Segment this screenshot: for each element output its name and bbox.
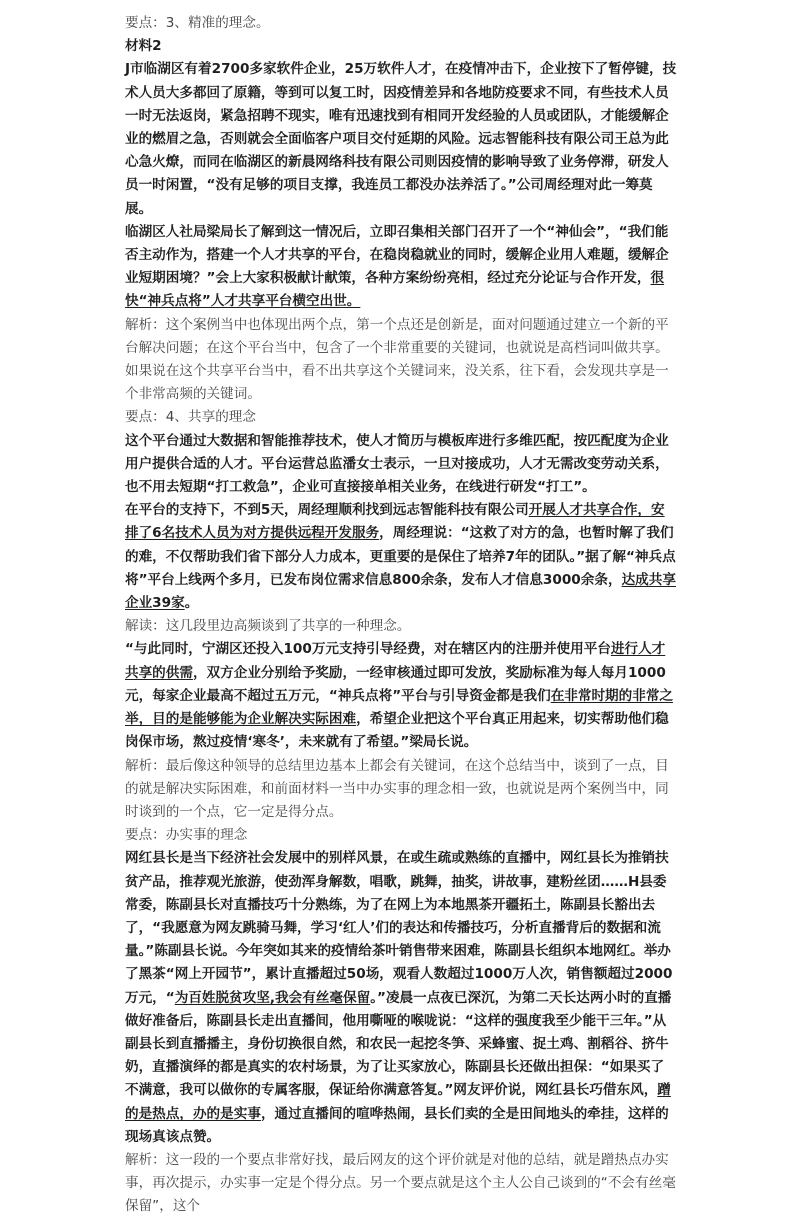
analysis-paragraph-1: 解析：这个案例当中也体现出两个点，第一个点还是创新是，面对问题通过建立一个新的平台解决问题；在这个平台当中，包含了一个非常重要的关键词，也就说是高档词叫做共享。如果说在这个共享平台当中，看不出共享这个关键词来，没关系，往下看，会发现共享是一个非常高频的关键词。 <box>125 316 669 403</box>
underlined-text: 为百姓脱贫攻坚,我会有丝毫保留 <box>174 989 371 1006</box>
material-text: 网红县长是当下经济社会发展中的别样风景，在或生疏或熟练的直播中，网红县长为推销扶贫产品，推荐观光旅游，使劲浑身解数，唱歌，跳舞，抽奖，讲故事，建粉丝团……H县委常委，陈副县长对直播技巧十分熟练，为了在网上为本地黑茶开疆拓土，陈副县长豁出去了，“我愿意为网友跳骑马舞，学习‘红人’们的表达和传播技巧，分析直播背后的数据和流量。”陈副县长说。今年突如其来的疫情给茶叶销售带来困难，陈副县长组织本地网红。举办了黑茶“网上开园节”，累计直播超过50场，观看人数超过1000万人次，销售额超过2000万元，“ <box>125 850 673 1006</box>
underlined-text: 达成共享企业39家 <box>125 571 676 612</box>
material-paragraph-3: 这个平台通过大数据和智能推荐技术，使人才简历与模板库进行多维匹配，按匹配度为企业用户提供合适的人才。平台运营总监潘女士表示，一旦对接成功，人才无需改变劳动关系，也不用去短期“打工救急”，企业可直接接单相关业务，在线进行研发“打工”。 <box>125 432 669 496</box>
analysis-paragraph-2: 解析：最后像这种领导的总结里边基本上都会有关键词，在这个总结当中，谈到了一点，目的就是解决实际困难，和前面材料一当中办实事的理念相一致，也就说是两个案例当中，同时谈到的一个点，它一定是得分点。 <box>125 757 669 820</box>
material-paragraph-5 <box>125 638 677 754</box>
interpretation-paragraph: 解读：这几段里边高频谈到了共享的一种理念。 <box>125 618 411 635</box>
material-text: 。”凌晨一点夜已深沉，为第二天长达两小时的直播做好准备后，陈副县长走出直播间，他用嘶哑的喉咙说：“这样的强度我至少能干三年。”从副县长到直播播主，身份切换很自然，和农民一起挖冬笋、采蜂蜜、捉土鸡、割稻谷、挤牛奶，直播演绎的都是真实的农村场景，为了让买家放心，陈副县长还做出担保：“如果买了不满意，我可以做你的专属客服，保证给你满意答复。”网友评价说，网红县长巧借东风， <box>125 989 672 1099</box>
material-2-heading: 材料2 <box>125 38 162 55</box>
underlined-text: 很快“神兵点将”人才共享平台横空出世。 <box>125 270 665 310</box>
underlined-text: 进行人才共享的供需 <box>125 641 666 681</box>
material-text: ，通过直播间的喧哗热闹，县长们卖的全是田间地头的牵挂，这样的现场真该点赞。 <box>125 1105 669 1145</box>
material-paragraph-2 <box>125 221 677 314</box>
material-text: ，双方企业分别给予奖励，一经审核通过即可发放，奖励标准为每人每月1000元，每家企业最高不超过五万元，“神兵点将”平台与引导资金都是我们 <box>125 664 666 704</box>
material-text: “与此同时，宁湖区还投入100万元支持引导经费，对在辖区内的注册并使用平台 <box>125 641 611 658</box>
analysis-paragraph-3: 解析：这一段的一个要点非常好找，最后网友的这个评价就是对他的总结，就是蹭热点办实事，再次提示，办实事一定是个得分点。另一个要点就是这个主人公自己谈到的“不会有丝毫保留”，这个 <box>125 1151 676 1215</box>
underlined-text: 蹭的是热点，办的是实事 <box>125 1082 671 1122</box>
key-point-sharing: 要点：4、共享的理念 <box>125 409 256 426</box>
material-text: ，希望企业把这个平台真正用起来，切实帮助他们稳岗保市场，熬过疫情‘寒冬’，未来就有了希望。”梁局长说。 <box>125 711 669 751</box>
material-text: 。 <box>184 595 199 612</box>
underlined-text: 在非常时期的非常之举，目的是能够能为企业解决实际困难 <box>125 687 674 728</box>
material-text: 在平台的支持下，不到5天，周经理顺利找到远志智能科技有限公司 <box>125 502 529 519</box>
key-point-precision: 要点：3、精准的理念。 <box>125 15 270 31</box>
material-paragraph-1 <box>125 58 677 220</box>
underlined-text: 开展人才共享合作，安排了6名技术人员为对方提供远程开发服务 <box>125 502 665 542</box>
key-point-practical: 要点：办实事的理念 <box>125 827 248 844</box>
document-page <box>125 12 677 1219</box>
material-text: 临湖区人社局梁局长了解到这一情况后，立即召集相关部门召开了一个“神仙会”，“我们能否主动作为，搭建一个人才共享的平台，在稳岗稳就业的同时，缓解企业用人难题，缓解企业短期困境？”会上大家积极献计献策，各种方案纷纷亮相，经过充分论证与合作开发， <box>125 223 669 287</box>
material-paragraph-6 <box>125 847 677 1149</box>
material-paragraph-4 <box>125 499 677 615</box>
material-text: ，周经理说：“这救了对方的急，也暂时解了我们的难，不仅帮助我们省下部分人力成本，更重要的是保住了培养7年的团队。”据了解“神兵点将”平台上线两个多月，已发布岗位需求信息800余条，发布人才信息3000余条， <box>125 525 676 588</box>
material-text: J市临湖区有着2700多家软件企业，25万软件人才，在疫情冲击下，企业按下了暂停键，技术人员大多都回了原籍，等到可以复工时，因疫情差异和各地防疫要求不同，有些技术人员一时无法返岗，紧急招聘不现实，唯有迅速找到有相同开发经验的人员或团队，才能缓解企业的燃眉之急，否则就会全面临客户项目交付延期的风险。远志智能科技有限公司王总为此心急火燎，而同在临湖区的新晨网络科技有限公司则因疫情的影响导致了业务停滞，研发人员一时闲置，“没有足够的项目支撑，我连员工都没办法养活了。”公司周经理对此一筹莫展。 <box>125 61 677 217</box>
